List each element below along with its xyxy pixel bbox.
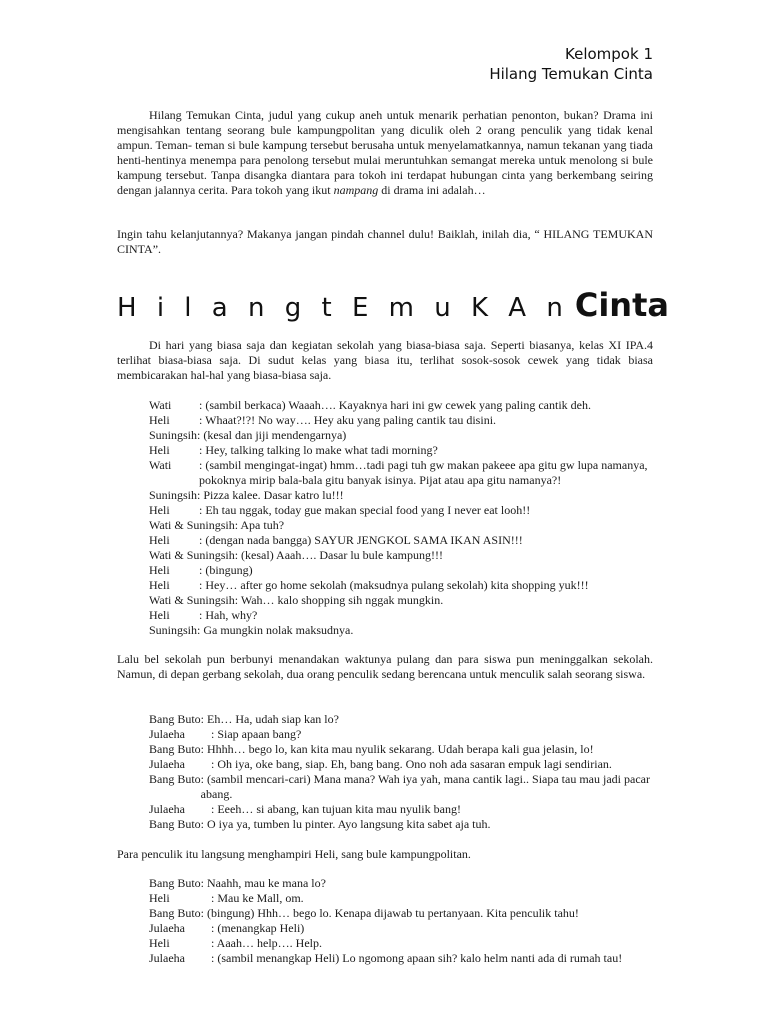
- speaker-name: Julaeha: [149, 951, 185, 965]
- dialog-line: [149, 936, 653, 951]
- dialog-line: [149, 563, 653, 578]
- dialog-line: [149, 921, 653, 936]
- speaker-name: Heli: [149, 891, 170, 905]
- dialog-text: : (kesal dan jiji mendengarnya): [197, 428, 347, 442]
- header: [489, 44, 653, 84]
- speaker-name: Bang Buto: [149, 712, 201, 726]
- intro-paragraph: [117, 108, 653, 198]
- dialog-line: [149, 548, 653, 563]
- speaker-name: Heli: [149, 563, 170, 577]
- speaker-name: Wati & Suningsih: [149, 593, 235, 607]
- intro-italic-word: nampang: [333, 183, 379, 197]
- speaker-name: Suningsih: [149, 623, 198, 637]
- scene-1-narration: Di hari yang biasa saja dan kegiatan sekolah yang biasa-biasa saja. Seperti biasanya, kelas XI IPA.4 terlihat biasa-biasa saja. Di sudut kelas yang biasa itu, terlihat sosok-sosok cewek yang tidak biasa membicarakan hal-hal yang biasa-biasa saja.: [117, 338, 653, 382]
- group-label: Kelompok 1: [565, 45, 653, 63]
- dialog-line: [149, 593, 653, 608]
- dialog-line: [149, 727, 653, 742]
- dialog-line: [149, 413, 653, 428]
- dialog-text: : Pizza kalee. Dasar katro lu!!!: [197, 488, 344, 502]
- speaker-name: Julaeha: [149, 727, 185, 741]
- dialog-text: : Whaat?!?! No way…. Hey aku yang paling cantik tau disini.: [199, 413, 497, 427]
- dialog-line: [149, 876, 653, 891]
- dialog-line: [149, 623, 653, 638]
- dialog-line: [149, 772, 653, 802]
- dialog-line: [149, 802, 653, 817]
- teaser-paragraph: Ingin tahu kelanjutannya? Makanya jangan pindah channel dulu! Baiklah, inilah dia, “ HILANG TEMUKAN CINTA”.: [117, 227, 653, 256]
- dialog-text: : Hah, why?: [199, 608, 258, 622]
- speaker-name: Heli: [149, 413, 170, 427]
- speaker-name: Bang Buto: [149, 742, 201, 756]
- speaker-name: Wati & Suningsih: [149, 518, 235, 532]
- document-title: Hilang Temukan Cinta: [489, 65, 653, 83]
- dialog-text: : Mau ke Mall, om.: [211, 891, 304, 905]
- dialog-text: : Oh iya, oke bang, siap. Eh, bang bang. Ono noh ada sasaran empuk lagi sendirian.: [211, 757, 612, 771]
- speaker-name: Suningsih: [149, 428, 198, 442]
- dialog-line: [149, 757, 653, 772]
- speaker-name: Wati: [149, 458, 172, 472]
- dialog-text: : Eeeh… si abang, kan tujuan kita mau nyulik bang!: [211, 802, 461, 816]
- dialog-text: : Eh tau nggak, today gue makan special food yang I never eat looh!!: [199, 503, 531, 517]
- play-title-bold: Cinta: [574, 286, 669, 324]
- dialog-line: [149, 458, 653, 488]
- dialog-text: : O iya ya, tumben lu pinter. Ayo langsung kita sabet aja tuh.: [200, 817, 491, 831]
- dialog-line: [149, 608, 653, 623]
- dialog-line: [149, 951, 653, 966]
- speaker-name: Bang Buto: [149, 906, 201, 920]
- play-title: [117, 286, 669, 324]
- dialog-line: [149, 533, 653, 548]
- dialog-text: : (kesal) Aaah…. Dasar lu bule kampung!!!: [234, 548, 443, 562]
- speaker-name: Wati: [149, 398, 172, 412]
- dialog-text: : Naahh, mau ke mana lo?: [200, 876, 326, 890]
- speaker-name: Heli: [149, 443, 170, 457]
- speaker-name: Julaeha: [149, 757, 185, 771]
- dialog-text: : Hhhh… bego lo, kan kita mau nyulik sekarang. Udah berapa kali gua jelasin, lo!: [200, 742, 594, 756]
- scene-3-narration: Para penculik itu langsung menghampiri Heli, sang bule kampungpolitan.: [117, 847, 471, 861]
- speaker-name: Heli: [149, 936, 170, 950]
- dialog-text: : Hey, talking talking lo make what tadi morning?: [199, 443, 438, 457]
- dialog-block-2: [149, 712, 653, 832]
- dialog-text: : Aaah… help…. Help.: [211, 936, 322, 950]
- dialog-line: [149, 891, 653, 906]
- dialog-line: [149, 398, 653, 413]
- dialog-text: : (bingung) Hhh… bego lo. Kenapa dijawab tu pertanyaan. Kita penculik tahu!: [200, 906, 579, 920]
- dialog-text: : Apa tuh?: [234, 518, 285, 532]
- dialog-line: [149, 428, 653, 443]
- dialog-text: : Eh… Ha, udah siap kan lo?: [200, 712, 339, 726]
- dialog-text: : (menangkap Heli): [211, 921, 305, 935]
- dialog-line: [149, 488, 653, 503]
- dialog-line: [149, 712, 653, 727]
- dialog-text: : (dengan nada bangga) SAYUR JENGKOL SAMA IKAN ASIN!!!: [199, 533, 523, 547]
- speaker-name: Heli: [149, 608, 170, 622]
- dialog-line: [149, 742, 653, 757]
- play-title-spaced: H i l a n g t E m u K A n: [117, 293, 569, 323]
- speaker-name: Bang Buto: [149, 772, 201, 786]
- speaker-name: Heli: [149, 533, 170, 547]
- speaker-name: Bang Buto: [149, 817, 201, 831]
- dialog-text: : Siap apaan bang?: [211, 727, 302, 741]
- dialog-line: [149, 518, 653, 533]
- dialog-line: [149, 578, 653, 593]
- dialog-line: [149, 906, 653, 921]
- dialog-text: : Ga mungkin nolak maksudnya.: [197, 623, 354, 637]
- intro-text-b: di drama ini adalah…: [378, 183, 486, 197]
- dialog-text: : (sambil mencari-cari) Mana mana? Wah iya yah, mana cantik lagi.. Siapa tau mau jadi pacar abang.: [200, 772, 650, 801]
- dialog-text: : Wah… kalo shopping sih nggak mungkin.: [234, 593, 444, 607]
- dialog-line: [149, 503, 653, 518]
- dialog-line: [149, 817, 653, 832]
- speaker-name: Julaeha: [149, 921, 185, 935]
- speaker-name: Heli: [149, 578, 170, 592]
- dialog-text: : (sambil menangkap Heli) Lo ngomong apaan sih? kalo helm nanti ada di rumah tau!: [211, 951, 623, 965]
- intro-text-a: Hilang Temukan Cinta, judul yang cukup aneh untuk menarik perhatian penonton, bukan? Drama ini mengisahkan tentang seorang bule kampungpolitan yang diculik oleh 2 orang penculik yang tidak kenal ampun. Teman- teman si bule kampung tersebut berusaha untuk menyelamatkannya, namun tekanan yang tiada henti-hentinya menempa para penolong tersebut mulai meruntuhkan semangat mereka untuk menolong si bule kampung tersebut. Tanpa disangka diantara para tokoh ini terdapat hubungan cinta yang berkembang seiring dengan jalannya cerita. Para tokoh yang ikut: [117, 108, 653, 197]
- dialog-block-1: [149, 398, 653, 638]
- dialog-text: : (sambil mengingat-ingat) hmm…tadi pagi tuh gw makan pakeee apa gitu gw lupa namanya, pokoknya mirip bala-bala gitu banyak isinya. Pijat atau apa gitu namanya?!: [199, 458, 648, 487]
- scene-2-narration: Lalu bel sekolah pun berbunyi menandakan waktunya pulang dan para siswa pun meninggalkan sekolah. Namun, di depan gerbang sekolah, dua orang penculik sedang berencana untuk menculik salah seorang siswa.: [117, 652, 653, 681]
- dialog-text: : (sambil berkaca) Waaah…. Kayaknya hari ini gw cewek yang paling cantik deh.: [199, 398, 591, 412]
- speaker-name: Julaeha: [149, 802, 185, 816]
- speaker-name: Heli: [149, 503, 170, 517]
- dialog-line: [149, 443, 653, 458]
- speaker-name: Suningsih: [149, 488, 198, 502]
- speaker-name: Bang Buto: [149, 876, 201, 890]
- speaker-name: Wati & Suningsih: [149, 548, 235, 562]
- dialog-text: : Hey… after go home sekolah (maksudnya pulang sekolah) kita shopping yuk!!!: [199, 578, 589, 592]
- dialog-text: : (bingung): [199, 563, 253, 577]
- dialog-block-3: [149, 876, 653, 966]
